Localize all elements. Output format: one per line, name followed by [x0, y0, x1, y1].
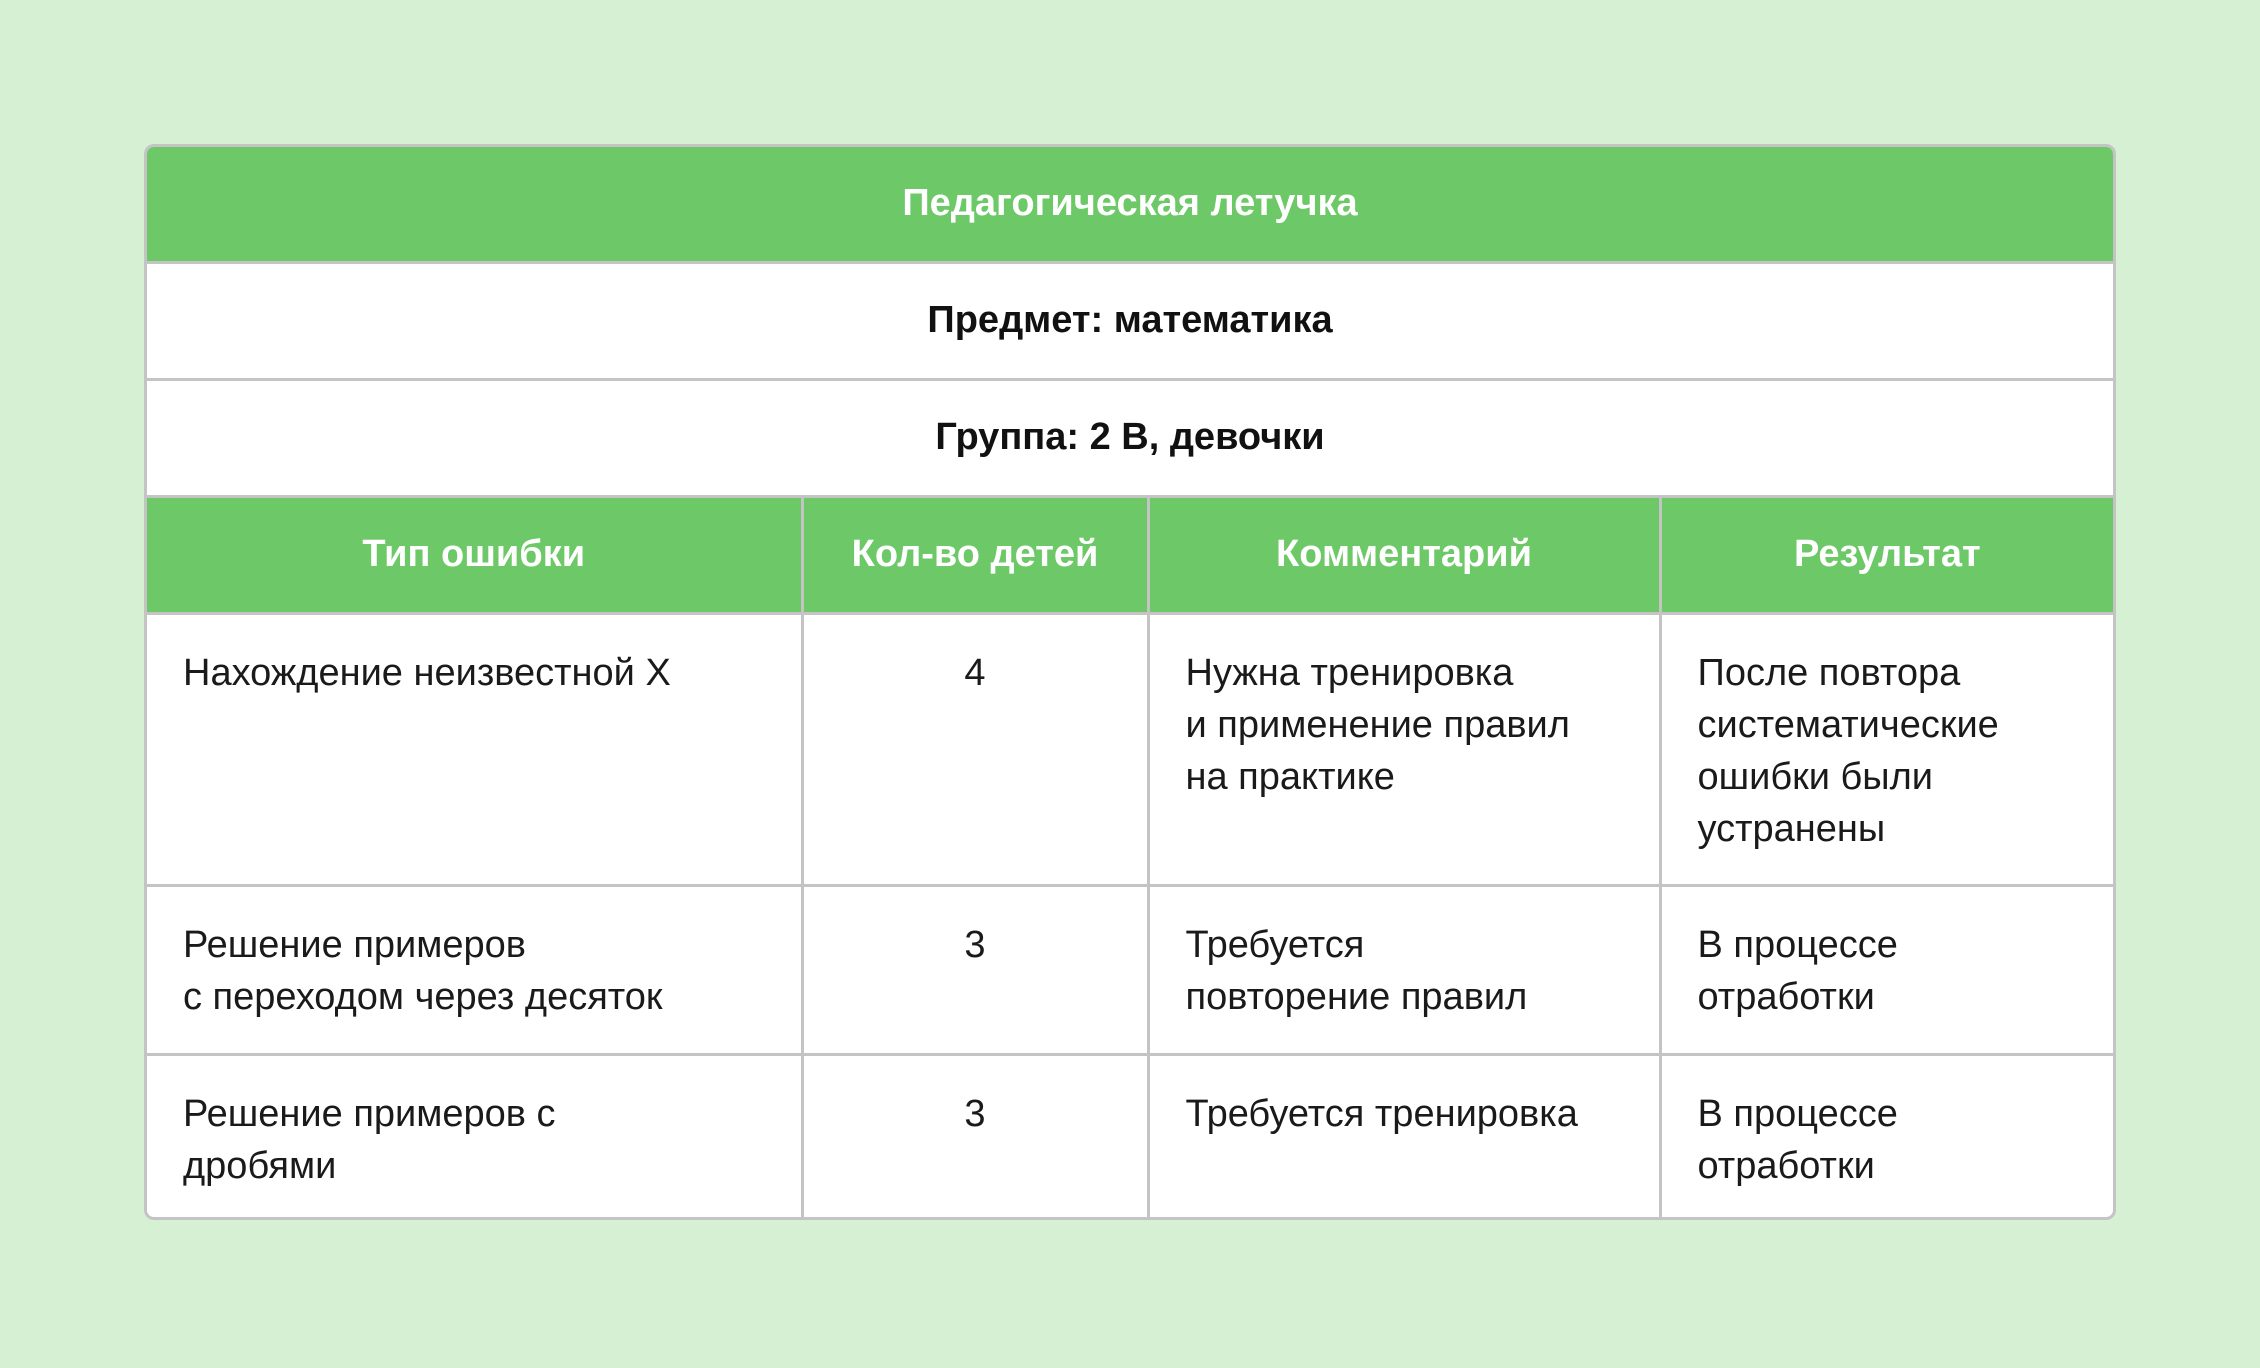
cell-result: В процессе отработки [1660, 1054, 2113, 1220]
table-title: Педагогическая летучка [147, 147, 2113, 262]
cell-count: 3 [802, 885, 1148, 1054]
title-row [147, 147, 2113, 262]
cell-result: В процессе отработки [1660, 885, 2113, 1054]
subject-row [147, 262, 2113, 379]
table-row [147, 613, 2113, 885]
column-header-row [147, 496, 2113, 613]
group-label: Группа: 2 В, девочки [147, 379, 2113, 496]
error-table [147, 147, 2113, 1220]
group-row [147, 379, 2113, 496]
cell-comment: Требуется тренировка [1148, 1054, 1660, 1220]
cell-error-type: Нахождение неизвестной Х [147, 613, 802, 885]
column-header-count: Кол-во детей [802, 496, 1148, 613]
cell-comment: Нужна тренировка и применение правил на практике [1148, 613, 1660, 885]
table-row [147, 1054, 2113, 1220]
column-header-error-type: Тип ошибки [147, 496, 802, 613]
cell-error-type: Решение примеров с дробями [147, 1054, 802, 1220]
cell-count: 3 [802, 1054, 1148, 1220]
column-header-comment: Комментарий [1148, 496, 1660, 613]
cell-error-type: Решение примеров с переходом через десяток [147, 885, 802, 1054]
cell-comment: Требуется повторение правил [1148, 885, 1660, 1054]
cell-result: После повтора систематические ошибки были устранены [1660, 613, 2113, 885]
cell-count: 4 [802, 613, 1148, 885]
table-row [147, 885, 2113, 1054]
column-header-result: Результат [1660, 496, 2113, 613]
subject-label: Предмет: математика [147, 262, 2113, 379]
table-card [144, 144, 2116, 1220]
